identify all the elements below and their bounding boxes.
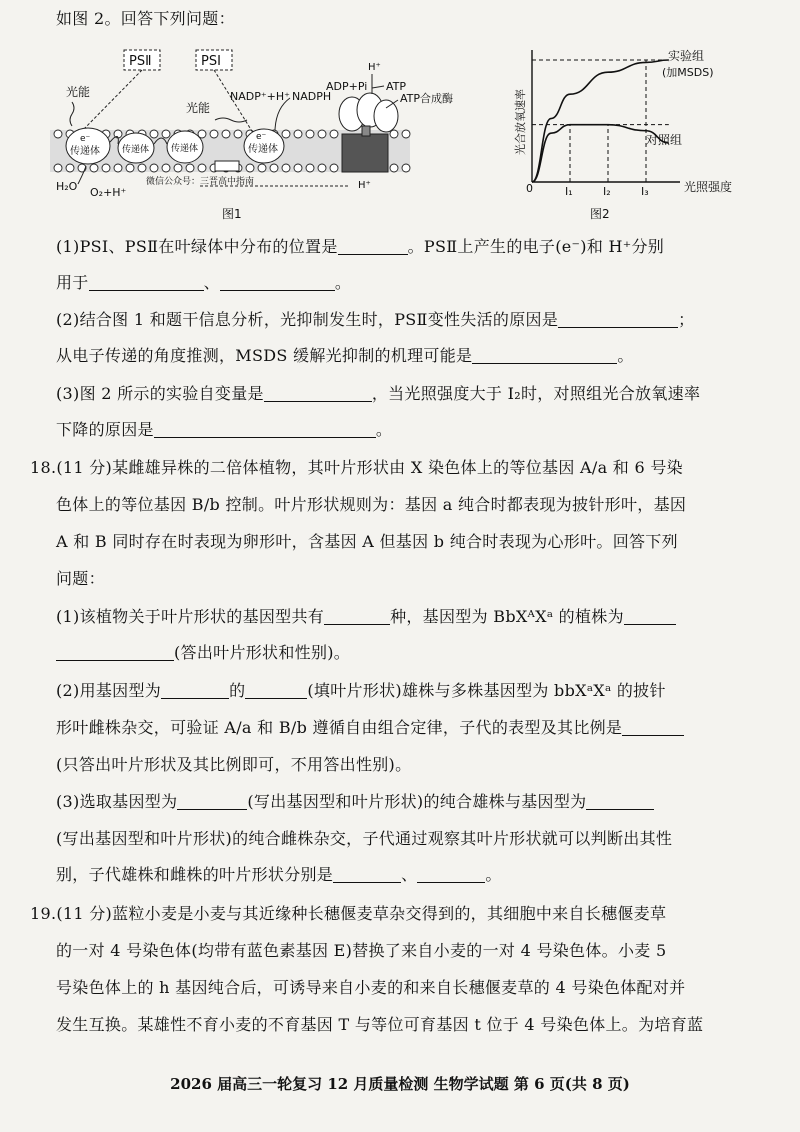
legend-control: 对照组 xyxy=(646,133,683,147)
ps2-label: PSⅡ xyxy=(129,54,152,69)
answer-blank[interactable] xyxy=(472,347,617,364)
q17-part3-line1: (3)图 2 所示的实验自变量是 ，当光照强度大于 I₂时，对照组光合放氧速率 xyxy=(56,384,701,403)
answer-blank[interactable] xyxy=(245,682,307,699)
x-tick-label-3: I₃ xyxy=(641,185,649,198)
atp-label: ATP xyxy=(386,80,407,93)
legend-experimental: 实验组 xyxy=(668,49,705,63)
q18-part1-line2: (答出叶片形状和性别)。 xyxy=(56,640,350,663)
q19-line3: 号染色体上的 h 基因纯合后，可诱导来自小麦的和来自长穗偃麦草的 4 号染色体配对并 xyxy=(56,978,686,997)
answer-blank[interactable] xyxy=(220,274,335,291)
q18-part2-line2: 形叶雌株杂交，可验证 A/a 和 B/b 遵循自由组合定律，子代的表型及其比例是 xyxy=(56,715,684,738)
q17-part2-line2: 从电子传递的角度推测，MSDS 缓解光抑制的机理可能是 。 xyxy=(56,346,634,365)
atp-synthase-label: ATP合成酶 xyxy=(400,92,454,105)
origin-label: 0 xyxy=(526,182,533,195)
h-plus-bottom: H⁺ xyxy=(358,180,371,191)
carrier-4 xyxy=(244,129,284,163)
q17-part2-line1: (2)结合图 1 和题干信息分析，光抑制发生时，PSⅡ变性失活的原因是 ； xyxy=(56,310,695,329)
figure-1-caption: 图1 xyxy=(222,207,242,221)
answer-blank[interactable] xyxy=(154,421,376,438)
q18-part3-line2: (写出基因型和叶片形状)的纯合雌株杂交，子代通过观察其叶片形状就可以判断出其性 xyxy=(56,829,673,848)
q17-part3-line2: 下降的原因是 。 xyxy=(56,420,393,439)
q18-part2-line3: (只答出叶片形状及其比例即可，不用答出性别)。 xyxy=(56,755,412,774)
answer-blank[interactable] xyxy=(622,719,684,736)
answer-blank[interactable] xyxy=(264,385,372,402)
svg-text:e⁻: e⁻ xyxy=(80,134,91,144)
h-plus-top: H⁺ xyxy=(368,62,381,73)
x-tick-label-2: I₂ xyxy=(603,185,611,198)
figure-2-chart xyxy=(502,40,770,220)
watermark-text: 微信公众号：三晋高中指南 xyxy=(146,177,255,187)
answer-blank[interactable] xyxy=(89,274,204,291)
legend-experimental-note: (加MSDS) xyxy=(662,66,714,79)
answer-blank[interactable] xyxy=(558,311,678,328)
svg-text:传递体: 传递体 xyxy=(122,145,150,155)
svg-text:传递体: 传递体 xyxy=(171,144,199,154)
q18-line2: 色体上的等位基因 B/b 控制。叶片形状规则为：基因 a 纯合时都表现为披针形叶，基因 xyxy=(56,495,687,514)
small-carrier xyxy=(215,161,239,171)
answer-blank[interactable] xyxy=(586,793,654,810)
svg-text:传递体: 传递体 xyxy=(248,144,278,155)
carrier-2 xyxy=(118,133,154,163)
q18-line4: 问题： xyxy=(56,569,105,588)
x-axis-label: 光照强度 xyxy=(684,180,733,194)
answer-blank[interactable] xyxy=(417,866,485,883)
svg-text:e⁻: e⁻ xyxy=(256,132,267,142)
x-tick-label-1: I₁ xyxy=(565,185,573,198)
page-footer: 2026 届高三一轮复习 12 月质量检测 生物学试题 第 6 页(共 8 页) xyxy=(170,1075,630,1093)
q18-line3: A 和 B 同时存在时表现为卵形叶，含基因 A 但基因 b 纯合时表现为心形叶。回答下列 xyxy=(56,532,678,551)
answer-blank[interactable] xyxy=(333,866,401,883)
carrier-1 xyxy=(66,128,110,164)
intro-text: 如图 2。回答下列问题： xyxy=(56,9,235,28)
y-axis-label: 光合放氧速率 xyxy=(514,89,527,155)
carrier-3 xyxy=(167,131,203,163)
answer-blank[interactable] xyxy=(338,238,408,255)
answer-blank[interactable] xyxy=(56,644,174,661)
nadph-label: NADPH xyxy=(292,90,332,103)
adp-label: ADP+Pi xyxy=(326,80,368,93)
answer-blank[interactable] xyxy=(161,682,229,699)
q19-line2: 的一对 4 号染色体(均带有蓝色素基因 E)替换了来自小麦的一对 4 号染色体。小麦 5 xyxy=(56,941,667,960)
o2-label: O₂+H⁺ xyxy=(90,186,127,199)
q18-part3-line1: (3)选取基因型为 (写出基因型和叶片形状)的纯合雄株与基因型为 xyxy=(56,789,654,812)
series-experimental-line xyxy=(532,60,669,182)
q18-part2-line1: (2)用基因型为 的 (填叶片形状)雄株与多株基因型为 bbXᵃXᵃ 的披针 xyxy=(56,681,666,700)
q18-part3-line3: 别，子代雄株和雌株的叶片形状分别是 、 。 xyxy=(56,865,502,884)
ps1-label: PSⅠ xyxy=(201,54,221,69)
answer-blank[interactable] xyxy=(624,608,676,625)
q17-part1-line2: 用于 、 。 xyxy=(56,273,352,292)
q19-line1: 19.(11 分)蓝粒小麦是小麦与其近缘种长穗偃麦草杂交得到的，其细胞中来自长穗偃麦草 xyxy=(30,904,667,923)
q19-line4: 发生互换。某雄性不育小麦的不育基因 T 与等位可育基因 t 位于 4 号染色体上。为培育蓝 xyxy=(56,1015,704,1034)
svg-text:传递体: 传递体 xyxy=(70,146,100,157)
figure-1-diagram xyxy=(50,38,490,228)
light-label-2: 光能 xyxy=(186,101,211,115)
h2o-label: H₂O xyxy=(56,180,78,193)
light-label-1: 光能 xyxy=(66,85,91,99)
q17-part1-line1: (1)PSⅠ、PSⅡ在叶绿体中分布的位置是 。PSⅡ上产生的电子(e⁻)和 H⁺分别 xyxy=(56,237,665,256)
q18-part1-line1: (1)该植物关于叶片形状的基因型共有 种，基因型为 BbXᴬXᵃ 的植株为 xyxy=(56,604,676,627)
figure-2-caption: 图2 xyxy=(590,207,610,220)
nadp-label: NADP⁺+H⁺ xyxy=(230,90,290,103)
q18-line1: 18.(11 分)某雌雄异株的二倍体植物，其叶片形状由 X 染色体上的等位基因 A/a 和 6 号染 xyxy=(30,458,683,477)
answer-blank[interactable] xyxy=(324,608,390,625)
answer-blank[interactable] xyxy=(177,793,247,810)
